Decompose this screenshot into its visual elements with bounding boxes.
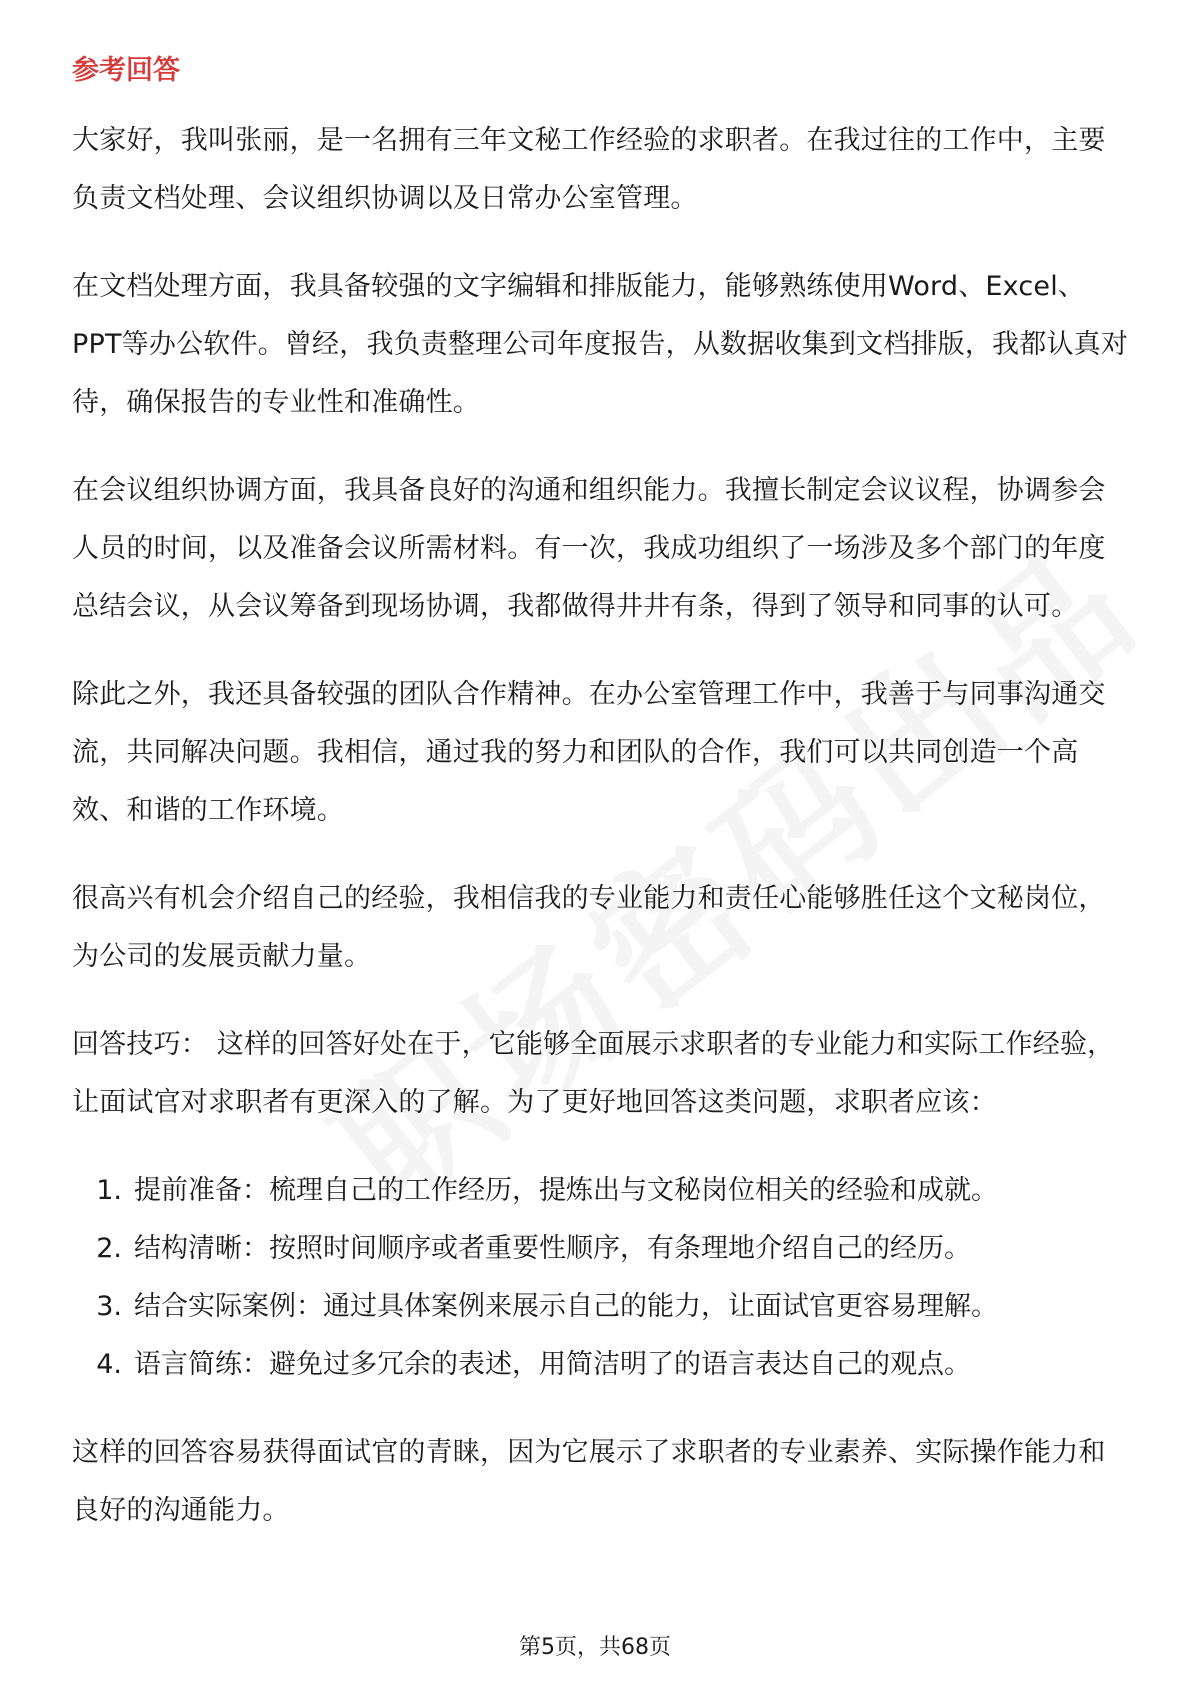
tips-list xyxy=(72,1162,1132,1394)
list-item-text: 语言简练：避免过多冗余的表述，用简洁明了的语言表达自己的观点。 xyxy=(134,1349,971,1380)
list-item-number: 2. xyxy=(96,1233,122,1264)
paragraph-conclusion: 很高兴有机会介绍自己的经验，我相信我的专业能力和责任心能够胜任这个文秘岗位，为公司的发展贡献力量。 xyxy=(72,883,1106,972)
list-item-number: 1. xyxy=(96,1175,122,1206)
list-item-number: 3. xyxy=(96,1291,122,1322)
list-item xyxy=(72,1162,1132,1220)
paragraph-documents: 在文档处理方面，我具备较强的文字编辑和排版能力，能够熟练使用Word、Excel、PPT等办公软件。曾经，我负责整理公司年度报告，从数据收集到文档排版，我都认真对待，确保报告的专业性和准确性。 xyxy=(72,271,1129,418)
paragraph-closing: 这样的回答容易获得面试官的青睐，因为它展示了求职者的专业素养、实际操作能力和良好的沟通能力。 xyxy=(72,1437,1106,1526)
list-item xyxy=(72,1220,1132,1278)
list-item-text: 结构清晰：按照时间顺序或者重要性顺序，有条理地介绍自己的经历。 xyxy=(134,1233,971,1264)
list-item-text: 结合实际案例：通过具体案例来展示自己的能力，让面试官更容易理解。 xyxy=(134,1291,998,1322)
paragraph-tips-intro: 回答技巧： 这样的回答好处在于，它能够全面展示求职者的专业能力和实际工作经验，让面试官对求职者有更深入的了解。为了更好地回答这类问题，求职者应该： xyxy=(72,1029,1115,1118)
paragraph-teamwork: 除此之外，我还具备较强的团队合作精神。在办公室管理工作中，我善于与同事沟通交流，共同解决问题。我相信，通过我的努力和团队的合作，我们可以共同创造一个高效、和谐的工作环境。 xyxy=(72,679,1106,826)
list-item-text: 提前准备：梳理自己的工作经历，提炼出与文秘岗位相关的经验和成就。 xyxy=(134,1175,998,1206)
paragraph-intro: 大家好，我叫张丽，是一名拥有三年文秘工作经验的求职者。在我过往的工作中，主要负责文档处理、会议组织协调以及日常办公室管理。 xyxy=(72,125,1106,214)
list-item-number: 4. xyxy=(96,1349,122,1380)
list-item xyxy=(72,1278,1132,1336)
document-content xyxy=(72,46,1132,1570)
paragraph-meetings: 在会议组织协调方面，我具备良好的沟通和组织能力。我擅长制定会议议程，协调参会人员的时间，以及准备会议所需材料。有一次，我成功组织了一场涉及多个部门的年度总结会议，从会议筹备到现场协调，我都做得井井有条，得到了领导和同事的认可。 xyxy=(72,475,1106,622)
list-item xyxy=(72,1336,1132,1394)
page-number: 第5页，共68页 xyxy=(519,1635,671,1660)
section-heading: 参考回答 xyxy=(72,55,180,86)
